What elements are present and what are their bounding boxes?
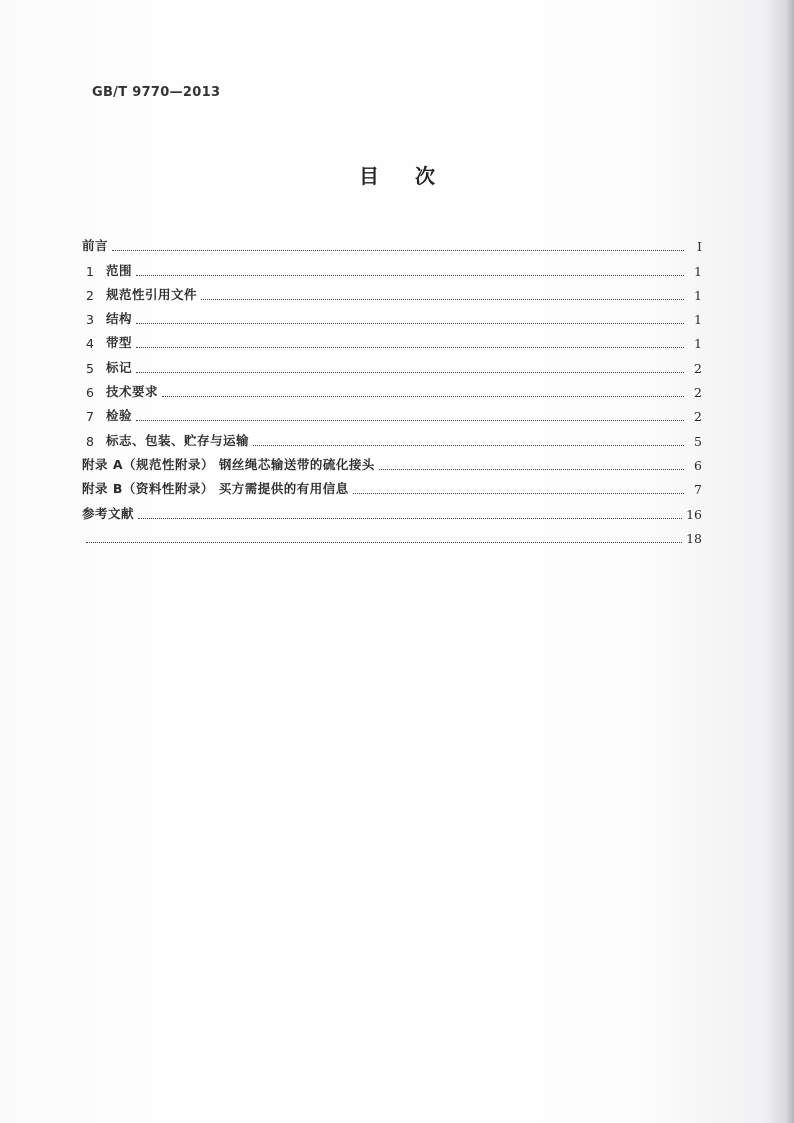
dot-leader	[136, 372, 684, 373]
standard-number: GB/T 9770—2013	[92, 85, 221, 100]
toc-entry-technical-requirements[interactable]	[82, 376, 702, 400]
dot-leader	[353, 493, 684, 494]
toc-entry-page: 2	[694, 360, 702, 376]
toc-entry-label: 技术要求	[106, 384, 159, 400]
dot-leader	[112, 250, 684, 251]
toc-entry-page: Ⅰ	[697, 239, 702, 255]
toc-title: 目次	[359, 164, 471, 188]
toc-entry-page: 1	[694, 287, 702, 303]
toc-entry-final[interactable]	[82, 522, 702, 546]
dot-leader	[162, 396, 684, 397]
toc-entry-scope[interactable]	[82, 254, 702, 278]
toc-entry-page: 6	[694, 457, 702, 473]
toc-entry-label: 标记	[106, 359, 133, 375]
dot-leader	[138, 518, 682, 519]
toc-entry-structure[interactable]	[82, 303, 702, 327]
table-of-contents	[82, 230, 702, 546]
toc-entry-label: 结构	[106, 311, 133, 327]
dot-leader	[379, 469, 684, 470]
toc-entry-number: 6	[86, 385, 94, 401]
toc-entry-number: 4	[86, 336, 94, 352]
toc-entry-foreword[interactable]	[82, 230, 702, 254]
toc-entry-page: 1	[694, 263, 702, 279]
dot-leader	[253, 445, 684, 446]
dot-leader	[201, 299, 684, 300]
toc-entry-page: 1	[694, 336, 702, 352]
toc-entry-label: 参考文献	[82, 505, 135, 521]
toc-entry-label: 标志、包装、贮存与运输	[106, 432, 250, 448]
toc-entry-label: 范围	[106, 262, 133, 278]
toc-entry-page: 2	[694, 385, 702, 401]
toc-entry-page: 16	[686, 506, 702, 522]
toc-entry-belt-type[interactable]	[82, 327, 702, 351]
dot-leader	[86, 542, 682, 543]
toc-entry-label: 检验	[106, 408, 133, 424]
toc-entry-label: 前言	[82, 238, 109, 254]
toc-entry-page: 2	[694, 409, 702, 425]
toc-entry-number: 3	[86, 312, 94, 328]
toc-entry-number: 2	[86, 287, 94, 303]
toc-entry-inspection[interactable]	[82, 400, 702, 424]
toc-entry-label: 附录 B（资料性附录） 买方需提供的有用信息	[82, 481, 349, 497]
toc-entry-appendix-a[interactable]	[82, 449, 702, 473]
toc-entry-label: 规范性引用文件	[106, 286, 198, 302]
toc-entry-page: 1	[694, 312, 702, 328]
dot-leader	[136, 275, 684, 276]
toc-entry-label: 带型	[106, 335, 133, 351]
toc-entry-number: 8	[86, 433, 94, 449]
toc-entry-bibliography[interactable]	[82, 497, 702, 521]
toc-entry-normative-references[interactable]	[82, 279, 702, 303]
toc-entry-label: 附录 A（规范性附录） 钢丝绳芯输送带的硫化接头	[82, 456, 375, 472]
dot-leader	[136, 347, 684, 348]
toc-entry-page: 18	[686, 530, 702, 546]
toc-entry-page: 5	[694, 433, 702, 449]
toc-entry-marking-packaging[interactable]	[82, 424, 702, 448]
toc-entry-number: 1	[86, 263, 94, 279]
dot-leader	[136, 420, 684, 421]
toc-entry-marking[interactable]	[82, 351, 702, 375]
dot-leader	[136, 323, 684, 324]
toc-entry-appendix-b[interactable]	[82, 473, 702, 497]
toc-entry-page: 7	[694, 482, 702, 498]
toc-entry-number: 5	[86, 360, 94, 376]
toc-entry-number: 7	[86, 409, 94, 425]
